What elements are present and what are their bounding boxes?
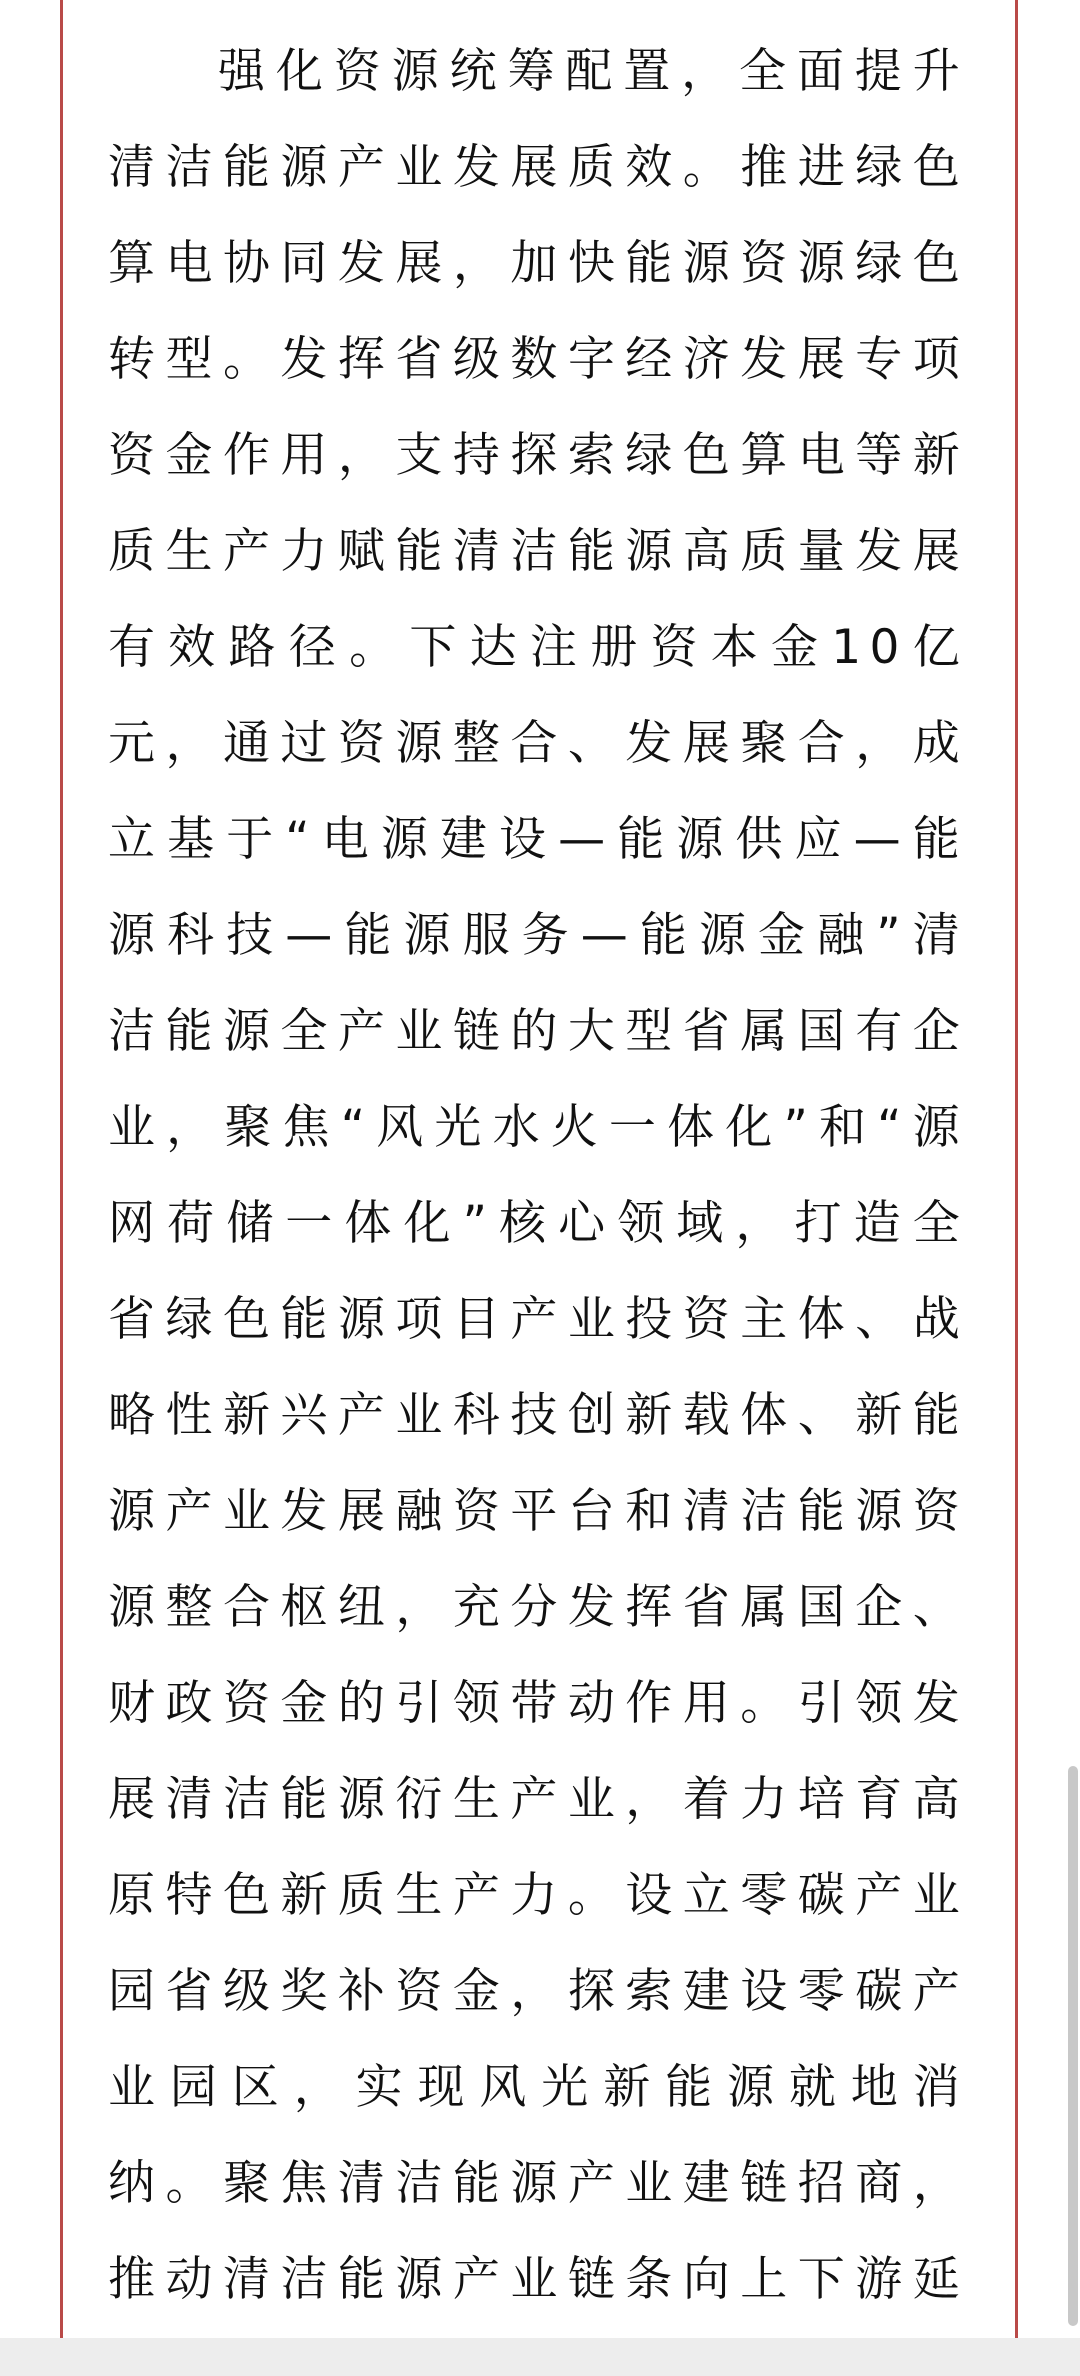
- article-paragraph: 强化资源统筹配置，全面提升清洁能源产业发展质效。推进绿色算电协同发展，加快能源资源绿色转型。发挥省级数字经济发展专项资金作用，支持探索绿色算电等新质生产力赋能清洁能源高质量发展有效路径。下达注册资本金10亿元，通过资源整合、发展聚合，成立基于“电源建设—能源供应—能源科技—能源服务—能源金融”清洁能源全产业链的大型省属国有企业，聚焦“风光水火一体化”和“源网荷储一体化”核心领域，打造全省绿色能源项目产业投资主体、战略性新兴产业科技创新载体、新能源产业发展融资平台和清洁能源资源整合枢纽，充分发挥省属国企、财政资金的引领带动作用。引领发展清洁能源衍生产业，着力培育高原特色新质生产力。设立零碳产业园省级奖补资金，探索建设零碳产业园区，实现风光新能源就地消纳。聚焦清洁能源产业建链招商，推动清洁能源产业链条向上下游延: [108, 44, 968, 2307]
- scrollbar[interactable]: [1066, 0, 1080, 2338]
- bottom-band: [0, 2338, 1080, 2376]
- scrollbar-thumb[interactable]: [1068, 1766, 1078, 2326]
- article-body: [108, 24, 968, 2376]
